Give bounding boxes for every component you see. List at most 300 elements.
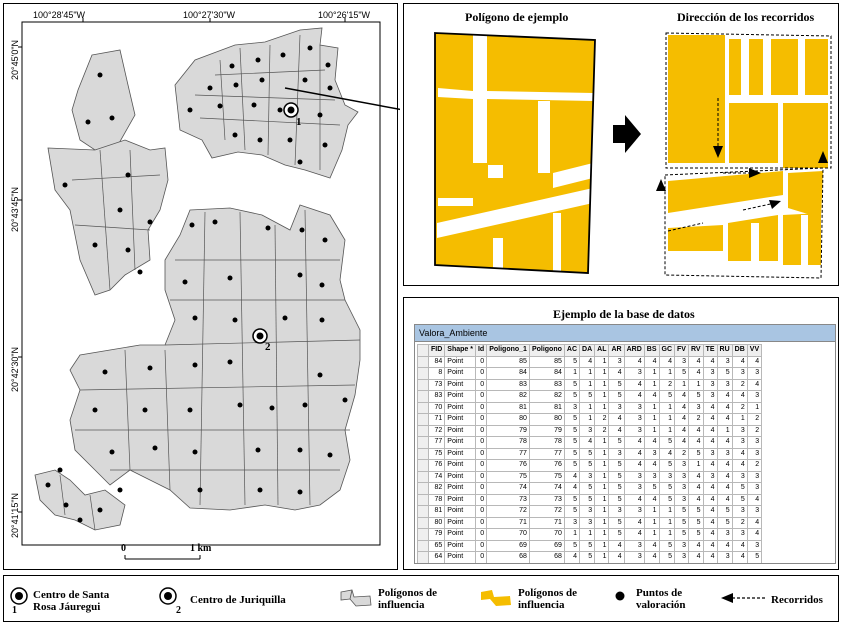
table-cell[interactable]: 5 [732,483,747,495]
table-cell[interactable]: Point [445,506,476,518]
table-cell[interactable]: 3 [747,506,761,518]
table-cell[interactable]: 5 [688,529,703,541]
table-cell[interactable]: 4 [688,356,703,368]
table-cell[interactable]: 5 [717,517,732,529]
table-cell[interactable]: 5 [688,391,703,403]
table-cell[interactable]: 5 [564,494,579,506]
table-cell[interactable]: Point [445,529,476,541]
table-cell[interactable]: 4 [644,552,659,564]
table-cell[interactable]: 83 [487,379,530,391]
table-row[interactable] [418,517,762,529]
table-cell[interactable]: 3 [747,391,761,403]
column-header[interactable]: AC [564,345,579,357]
column-header[interactable] [418,345,429,357]
table-cell[interactable]: 3 [717,379,732,391]
table-cell[interactable]: 2 [732,379,747,391]
table-cell[interactable]: 2 [747,425,761,437]
table-cell[interactable]: 3 [732,437,747,449]
table-cell[interactable]: 2 [747,414,761,426]
table-cell[interactable]: 4 [580,437,595,449]
table-cell[interactable]: 4 [717,391,732,403]
table-cell[interactable]: 80 [429,517,445,529]
table-cell[interactable]: 4 [564,471,579,483]
table-cell[interactable]: 4 [732,356,747,368]
table-cell[interactable]: 4 [703,425,717,437]
table-cell[interactable]: 5 [580,460,595,472]
table-cell[interactable]: 80 [487,414,530,426]
table-cell[interactable]: 3 [703,448,717,460]
table-cell[interactable]: Point [445,552,476,564]
row-selector[interactable] [418,391,429,403]
table-cell[interactable]: 4 [624,391,644,403]
table-cell[interactable]: 3 [747,368,761,380]
table-cell[interactable]: 3 [624,506,644,518]
table-cell[interactable]: 77 [529,448,564,460]
table-cell[interactable]: 3 [675,460,689,472]
table-cell[interactable]: 74 [529,483,564,495]
table-cell[interactable]: 1 [644,517,659,529]
table-cell[interactable]: 71 [529,517,564,529]
table-cell[interactable]: 5 [564,437,579,449]
table-cell[interactable]: 4 [644,460,659,472]
table-cell[interactable]: 4 [717,540,732,552]
table-cell[interactable]: 84 [487,368,530,380]
table-cell[interactable]: 1 [688,379,703,391]
table-cell[interactable]: 3 [644,448,659,460]
table-cell[interactable]: 5 [609,471,624,483]
table-cell[interactable]: 1 [595,391,609,403]
table-row[interactable] [418,368,762,380]
table-cell[interactable]: 72 [487,506,530,518]
table-cell[interactable]: 73 [429,379,445,391]
table-cell[interactable]: 5 [609,391,624,403]
table-cell[interactable]: 0 [475,425,486,437]
table-cell[interactable]: 0 [475,494,486,506]
table-cell[interactable]: 1 [659,402,675,414]
table-row[interactable] [418,425,762,437]
table-cell[interactable]: 69 [487,540,530,552]
table-cell[interactable]: 5 [580,391,595,403]
table-cell[interactable]: 0 [475,368,486,380]
table-cell[interactable]: 3 [609,356,624,368]
table-cell[interactable]: 3 [580,471,595,483]
table-cell[interactable]: 1 [595,356,609,368]
table-cell[interactable]: 3 [624,471,644,483]
table-cell[interactable]: Point [445,437,476,449]
table-cell[interactable]: 5 [659,391,675,403]
table-cell[interactable]: 1 [644,425,659,437]
table-cell[interactable]: 5 [688,517,703,529]
table-cell[interactable]: Point [445,414,476,426]
table-cell[interactable]: 3 [624,414,644,426]
row-selector[interactable] [418,437,429,449]
table-cell[interactable]: 5 [564,356,579,368]
table-cell[interactable]: 4 [732,552,747,564]
table-cell[interactable]: 68 [487,552,530,564]
table-cell[interactable]: 76 [529,460,564,472]
table-cell[interactable]: 0 [475,391,486,403]
column-header[interactable]: RU [717,345,732,357]
table-cell[interactable]: 81 [487,402,530,414]
table-cell[interactable]: 1 [688,460,703,472]
table-cell[interactable]: 5 [675,368,689,380]
table-cell[interactable]: 4 [732,540,747,552]
table-row[interactable] [418,506,762,518]
table-cell[interactable]: 1 [747,402,761,414]
table-cell[interactable] [624,563,644,564]
table-cell[interactable]: 5 [564,460,579,472]
table-cell[interactable]: Point [445,368,476,380]
table-cell[interactable]: 5 [564,414,579,426]
table-cell[interactable]: 4 [644,356,659,368]
table-cell[interactable]: Point [445,460,476,472]
table-cell[interactable]: Point [445,483,476,495]
table-cell[interactable]: 70 [429,402,445,414]
table-cell[interactable]: 4 [688,540,703,552]
table-cell[interactable]: 4 [688,494,703,506]
table-cell[interactable]: 1 [644,368,659,380]
table-cell[interactable]: 4 [688,483,703,495]
table-cell[interactable]: 2 [595,414,609,426]
table-cell[interactable]: 3 [703,379,717,391]
table-cell[interactable]: 74 [429,471,445,483]
row-selector[interactable] [418,483,429,495]
table-cell[interactable] [732,563,747,564]
table-cell[interactable]: 1 [717,425,732,437]
table-cell[interactable]: 72 [429,425,445,437]
table-cell[interactable]: 75 [487,471,530,483]
table-cell[interactable]: 1 [659,506,675,518]
table-cell[interactable]: 79 [487,425,530,437]
column-header[interactable]: ARD [624,345,644,357]
table-cell[interactable]: Point [445,517,476,529]
table-row[interactable] [418,391,762,403]
table-cell[interactable]: 4 [703,414,717,426]
table-cell[interactable]: 5 [659,552,675,564]
table-row[interactable] [418,471,762,483]
table-cell[interactable]: 1 [580,414,595,426]
table-cell[interactable]: 1 [580,529,595,541]
table-cell[interactable]: 5 [644,483,659,495]
table-cell[interactable]: 81 [429,506,445,518]
table-cell[interactable]: 1 [580,379,595,391]
table-cell[interactable]: 70 [487,529,530,541]
table-cell[interactable]: 5 [609,437,624,449]
table-cell[interactable]: 4 [703,540,717,552]
table-cell[interactable]: 77 [487,448,530,460]
table-cell[interactable]: 0 [475,402,486,414]
table-cell[interactable]: 1 [595,471,609,483]
table-cell[interactable]: Point [445,494,476,506]
table-cell[interactable]: Point [445,402,476,414]
table-cell[interactable]: 0 [475,552,486,564]
table-cell[interactable]: 3 [675,471,689,483]
table-row[interactable] [418,494,762,506]
table-cell[interactable]: 3 [747,483,761,495]
column-header[interactable]: VV [747,345,761,357]
table-cell[interactable]: 71 [487,517,530,529]
table-cell[interactable]: 3 [732,529,747,541]
table-cell[interactable]: 3 [717,552,732,564]
table-cell[interactable]: 3 [609,506,624,518]
table-cell[interactable]: 85 [487,356,530,368]
table-cell[interactable]: 4 [675,402,689,414]
table-cell[interactable]: 5 [564,391,579,403]
table-cell[interactable]: 1 [580,402,595,414]
row-selector[interactable] [418,552,429,564]
table-cell[interactable]: Point [445,391,476,403]
table-cell[interactable]: 1 [644,414,659,426]
table-cell[interactable] [675,563,689,564]
table-cell[interactable]: 76 [487,460,530,472]
table-cell[interactable]: 5 [564,425,579,437]
table-cell[interactable]: 3 [564,402,579,414]
table-cell[interactable]: 3 [717,448,732,460]
table-cell[interactable]: 3 [624,425,644,437]
table-cell[interactable]: 82 [487,391,530,403]
table-cell[interactable] [475,563,486,564]
table-cell[interactable]: 3 [644,471,659,483]
table-cell[interactable]: 4 [609,414,624,426]
table-cell[interactable]: 1 [659,414,675,426]
table-cell[interactable]: 70 [529,529,564,541]
column-header[interactable]: RV [688,345,703,357]
table-cell[interactable]: 4 [688,437,703,449]
table-cell[interactable]: 5 [609,460,624,472]
column-header[interactable]: FID [429,345,445,357]
table-cell[interactable]: 3 [580,425,595,437]
table-cell[interactable]: 1 [595,506,609,518]
table-row[interactable] [418,402,762,414]
table-cell[interactable]: 3 [688,402,703,414]
table-cell[interactable]: 5 [717,506,732,518]
row-selector[interactable] [418,379,429,391]
table-cell[interactable]: 4 [717,471,732,483]
table-cell[interactable] [609,563,624,564]
table-cell[interactable]: 5 [609,517,624,529]
column-header[interactable]: AL [595,345,609,357]
table-cell[interactable] [688,563,703,564]
column-header[interactable]: Poligono [529,345,564,357]
table-cell[interactable]: 5 [580,483,595,495]
table-cell[interactable]: Point [445,448,476,460]
table-cell[interactable]: 0 [475,517,486,529]
table-cell[interactable]: 4 [703,402,717,414]
table-cell[interactable]: 1 [595,460,609,472]
column-header[interactable]: TE [703,345,717,357]
table-cell[interactable]: 4 [717,483,732,495]
table-cell[interactable]: 3 [717,529,732,541]
table-cell[interactable]: 1 [732,414,747,426]
table-cell[interactable]: Point [445,425,476,437]
table-cell[interactable]: 68 [529,552,564,564]
column-header[interactable]: DB [732,345,747,357]
table-cell[interactable]: 4 [564,483,579,495]
table-cell[interactable]: 1 [659,368,675,380]
table-cell[interactable] [747,563,761,564]
table-cell[interactable]: 5 [659,494,675,506]
row-selector[interactable] [418,471,429,483]
table-cell[interactable]: 3 [703,471,717,483]
table-cell[interactable]: 78 [487,437,530,449]
table-cell[interactable]: 1 [659,529,675,541]
table-cell[interactable]: 4 [675,414,689,426]
table-cell[interactable]: 3 [747,437,761,449]
table-cell[interactable]: 73 [529,494,564,506]
table-cell[interactable]: 3 [580,506,595,518]
table-cell[interactable]: 4 [624,356,644,368]
table-cell[interactable]: 3 [732,471,747,483]
row-selector[interactable] [418,529,429,541]
table-cell[interactable]: 77 [429,437,445,449]
table-cell[interactable]: 4 [624,437,644,449]
table-cell[interactable]: 4 [688,471,703,483]
table-row[interactable] [418,483,762,495]
column-header[interactable]: AR [609,345,624,357]
table-cell[interactable] [445,563,476,564]
table-cell[interactable]: 5 [580,494,595,506]
table-cell[interactable]: 4 [747,517,761,529]
column-header[interactable]: Shape * [445,345,476,357]
table-row[interactable] [418,356,762,368]
table-cell[interactable]: 4 [609,368,624,380]
row-selector[interactable] [418,506,429,518]
table-cell[interactable]: 4 [703,506,717,518]
table-cell[interactable]: 4 [703,356,717,368]
table-cell[interactable]: 5 [732,494,747,506]
table-cell[interactable]: 1 [595,540,609,552]
table-cell[interactable]: 5 [747,552,761,564]
table-cell[interactable]: 4 [717,460,732,472]
table-cell[interactable]: 0 [475,540,486,552]
table-cell[interactable]: 3 [732,506,747,518]
table-cell[interactable]: 74 [487,483,530,495]
table-cell[interactable]: 3 [624,368,644,380]
table-cell[interactable]: 80 [529,414,564,426]
table-cell[interactable]: 3 [732,425,747,437]
table-cell[interactable]: 82 [429,483,445,495]
table-cell[interactable]: 5 [580,540,595,552]
table-cell[interactable]: 1 [595,494,609,506]
column-header[interactable]: BS [644,345,659,357]
table-cell[interactable]: 4 [609,540,624,552]
table-row[interactable] [418,552,762,564]
table-cell[interactable]: 0 [475,483,486,495]
table-cell[interactable]: 2 [688,414,703,426]
table-cell[interactable]: 1 [675,379,689,391]
table-cell[interactable]: 84 [429,356,445,368]
table-cell[interactable]: 4 [644,540,659,552]
table-cell[interactable]: 4 [717,414,732,426]
table-cell[interactable]: 0 [475,414,486,426]
table-cell[interactable]: 5 [688,506,703,518]
table-cell[interactable]: 73 [487,494,530,506]
table-row[interactable] [418,529,762,541]
table-cell[interactable]: 0 [475,448,486,460]
table-cell[interactable]: 5 [659,540,675,552]
row-selector[interactable] [418,460,429,472]
table-cell[interactable]: 5 [675,517,689,529]
table-cell[interactable]: 4 [659,448,675,460]
table-cell[interactable]: 1 [595,368,609,380]
table-cell[interactable]: 3 [624,402,644,414]
table-cell[interactable] [717,563,732,564]
table-cell[interactable]: 4 [703,529,717,541]
table-cell[interactable]: 0 [475,437,486,449]
table-cell[interactable]: 1 [595,483,609,495]
table-cell[interactable]: 4 [624,494,644,506]
row-selector[interactable] [418,494,429,506]
table-cell[interactable]: 4 [747,356,761,368]
column-header[interactable]: GC [659,345,675,357]
table-cell[interactable]: 4 [688,425,703,437]
table-cell[interactable]: 4 [688,552,703,564]
row-selector[interactable] [418,448,429,460]
table-cell[interactable]: 2 [659,379,675,391]
table-cell[interactable]: 1 [564,529,579,541]
table-cell[interactable]: 3 [747,471,761,483]
table-cell[interactable]: 3 [703,391,717,403]
table-cell[interactable]: 1 [659,517,675,529]
table-cell[interactable]: 4 [659,356,675,368]
table-cell[interactable]: 1 [644,506,659,518]
table-row[interactable] [418,460,762,472]
table-cell[interactable]: 83 [429,391,445,403]
table-cell[interactable] [529,563,564,564]
table-cell[interactable]: 4 [703,494,717,506]
table-cell[interactable]: 3 [675,540,689,552]
table-cell[interactable]: 1 [659,425,675,437]
row-selector[interactable] [418,368,429,380]
table-cell[interactable]: 72 [529,506,564,518]
table-cell[interactable]: 1 [595,448,609,460]
table-cell[interactable]: 4 [703,437,717,449]
table-cell[interactable]: 5 [659,483,675,495]
table-cell[interactable]: 78 [529,437,564,449]
table-cell[interactable]: 4 [644,437,659,449]
table-cell[interactable]: 3 [624,540,644,552]
table-cell[interactable]: 3 [675,552,689,564]
table-cell[interactable]: 1 [595,517,609,529]
table-cell[interactable]: 8 [429,368,445,380]
table-cell[interactable]: 4 [675,425,689,437]
table-cell[interactable]: 3 [659,471,675,483]
table-cell[interactable]: 3 [747,540,761,552]
table-row[interactable] [418,379,762,391]
table-cell[interactable]: 4 [675,391,689,403]
table-cell[interactable]: 5 [564,506,579,518]
table-cell[interactable]: 75 [529,471,564,483]
table-cell[interactable]: 78 [429,494,445,506]
table-cell[interactable]: 4 [644,391,659,403]
table-cell[interactable]: 3 [717,356,732,368]
row-selector[interactable] [418,425,429,437]
table-cell[interactable]: 4 [717,402,732,414]
table-cell[interactable]: 84 [529,368,564,380]
table-cell[interactable]: 0 [475,529,486,541]
table-cell[interactable]: 1 [595,402,609,414]
table-cell[interactable]: 5 [564,540,579,552]
table-cell[interactable]: 4 [717,494,732,506]
table-cell[interactable]: 0 [475,460,486,472]
table-cell[interactable] [703,563,717,564]
table-cell[interactable]: 5 [580,552,595,564]
table-cell[interactable]: 4 [703,460,717,472]
table-cell[interactable]: 4 [703,552,717,564]
table-cell[interactable]: 64 [429,552,445,564]
table-cell[interactable]: 5 [580,448,595,460]
table-cell[interactable] [564,563,579,564]
